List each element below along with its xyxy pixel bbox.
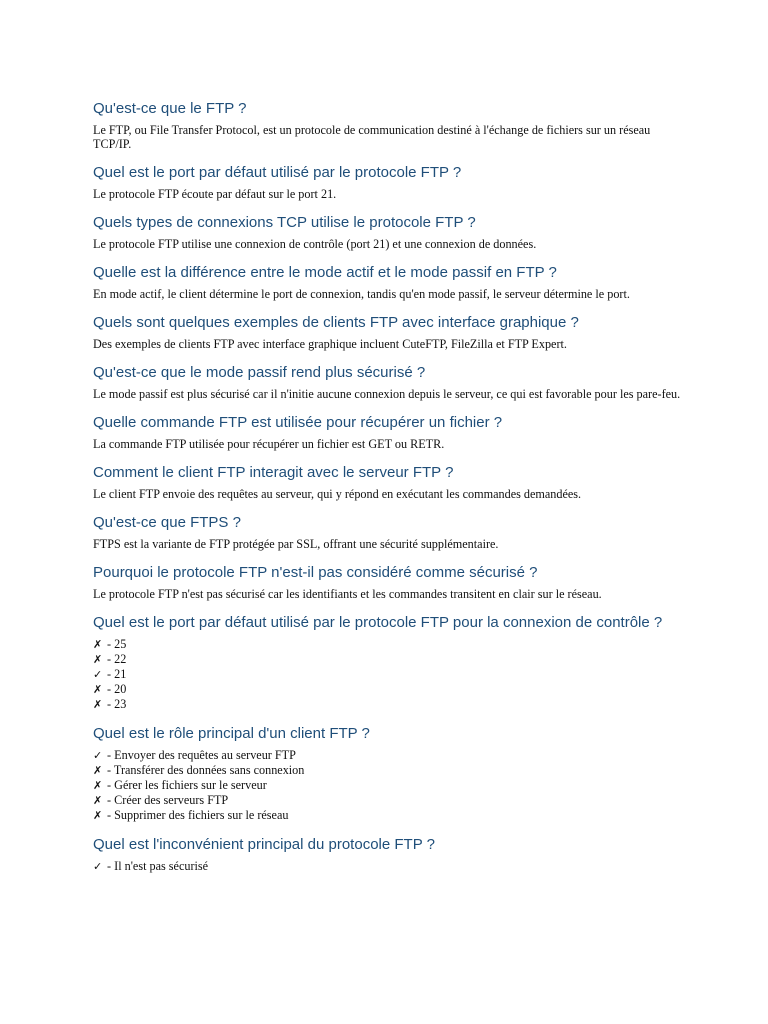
qa-section (93, 364, 683, 401)
qa-section (93, 514, 683, 551)
document-page (93, 100, 683, 887)
quiz-option (93, 637, 683, 652)
qa-section (93, 564, 683, 601)
cross-icon: ✗ (93, 698, 103, 711)
quiz-option (93, 808, 683, 823)
question-heading: Qu'est-ce que FTPS ? (93, 514, 241, 531)
question-heading: Quelle est la différence entre le mode actif et le mode passif en FTP ? (93, 264, 557, 281)
qa-section (93, 214, 683, 251)
cross-icon: ✗ (93, 794, 103, 807)
cross-icon: ✗ (93, 809, 103, 822)
answer-text: Le protocole FTP n'est pas sécurisé car les identifiants et les commandes transitent en clair sur le réseau. (93, 587, 602, 601)
answer-text: En mode actif, le client détermine le port de connexion, tandis qu'en mode passif, le serveur détermine le port. (93, 287, 630, 301)
qa-section (93, 164, 683, 201)
question-heading: Qu'est-ce que le FTP ? (93, 100, 247, 117)
checkmark-icon: ✓ (93, 860, 103, 873)
answer-text: Le client FTP envoie des requêtes au serveur, qui y répond en exécutant les commandes demandées. (93, 487, 582, 501)
checkmark-icon: ✓ (93, 668, 103, 681)
quiz-question-heading: Quel est l'inconvénient principal du protocole FTP ? (93, 836, 435, 853)
quiz-option (93, 793, 683, 808)
quiz-option-text: - 21 (104, 667, 127, 681)
quiz-option (93, 697, 683, 712)
quiz-option (93, 859, 683, 874)
cross-icon: ✗ (93, 764, 103, 777)
quiz-option-text: - 20 (104, 682, 127, 696)
checkmark-icon: ✓ (93, 749, 103, 762)
quiz-section (93, 725, 683, 823)
quiz-option (93, 652, 683, 667)
quiz-option-text: - Créer des serveurs FTP (104, 793, 229, 807)
answer-text: Le protocole FTP écoute par défaut sur le port 21. (93, 187, 337, 201)
quiz-options-list (93, 637, 683, 712)
answer-text: Des exemples de clients FTP avec interface graphique incluent CuteFTP, FileZilla et FTP Expert. (93, 337, 567, 351)
qa-section (93, 100, 683, 151)
quiz-option-text: - Gérer les fichiers sur le serveur (104, 778, 267, 792)
question-heading: Quels sont quelques exemples de clients FTP avec interface graphique ? (93, 314, 579, 331)
quiz-question-heading: Quel est le rôle principal d'un client FTP ? (93, 725, 370, 742)
cross-icon: ✗ (93, 653, 103, 666)
quiz-option (93, 682, 683, 697)
quiz-section (93, 836, 683, 874)
quiz-question-heading: Quel est le port par défaut utilisé par le protocole FTP pour la connexion de contrôle ? (93, 614, 663, 631)
cross-icon: ✗ (93, 683, 103, 696)
quiz-section (93, 614, 683, 712)
quiz-option (93, 748, 683, 763)
quiz-options-list (93, 748, 683, 823)
quiz-option (93, 763, 683, 778)
quiz-option (93, 778, 683, 793)
question-heading: Qu'est-ce que le mode passif rend plus sécurisé ? (93, 364, 426, 381)
answer-text: Le protocole FTP utilise une connexion de contrôle (port 21) et une connexion de données. (93, 237, 537, 251)
quiz-option-text: - Envoyer des requêtes au serveur FTP (104, 748, 296, 762)
question-heading: Quels types de connexions TCP utilise le protocole FTP ? (93, 214, 476, 231)
qa-section (93, 264, 683, 301)
quiz-options-list (93, 859, 683, 874)
quiz-option-text: - Il n'est pas sécurisé (104, 859, 209, 873)
qa-section (93, 414, 683, 451)
quiz-option-text: - 22 (104, 652, 127, 666)
cross-icon: ✗ (93, 779, 103, 792)
cross-icon: ✗ (93, 638, 103, 651)
quiz-option-text: - 23 (104, 697, 127, 711)
quiz-option-text: - Transférer des données sans connexion (104, 763, 305, 777)
quiz-option-text: - 25 (104, 637, 127, 651)
qa-section (93, 314, 683, 351)
quiz-option (93, 667, 683, 682)
question-heading: Quelle commande FTP est utilisée pour récupérer un fichier ? (93, 414, 503, 431)
answer-text: Le mode passif est plus sécurisé car il n'initie aucune connexion depuis le serveur, ce qui est favorable pour les pare-feu. (93, 387, 681, 401)
question-heading: Quel est le port par défaut utilisé par le protocole FTP ? (93, 164, 462, 181)
answer-text: Le FTP, ou File Transfer Protocol, est un protocole de communication destiné à l'échange de fichiers sur un réseau TCP/IP. (93, 123, 651, 151)
qa-section (93, 464, 683, 501)
quiz-option-text: - Supprimer des fichiers sur le réseau (104, 808, 289, 822)
answer-text: La commande FTP utilisée pour récupérer un fichier est GET ou RETR. (93, 437, 445, 451)
answer-text: FTPS est la variante de FTP protégée par SSL, offrant une sécurité supplémentaire. (93, 537, 499, 551)
question-heading: Comment le client FTP interagit avec le serveur FTP ? (93, 464, 454, 481)
question-heading: Pourquoi le protocole FTP n'est-il pas considéré comme sécurisé ? (93, 564, 538, 581)
